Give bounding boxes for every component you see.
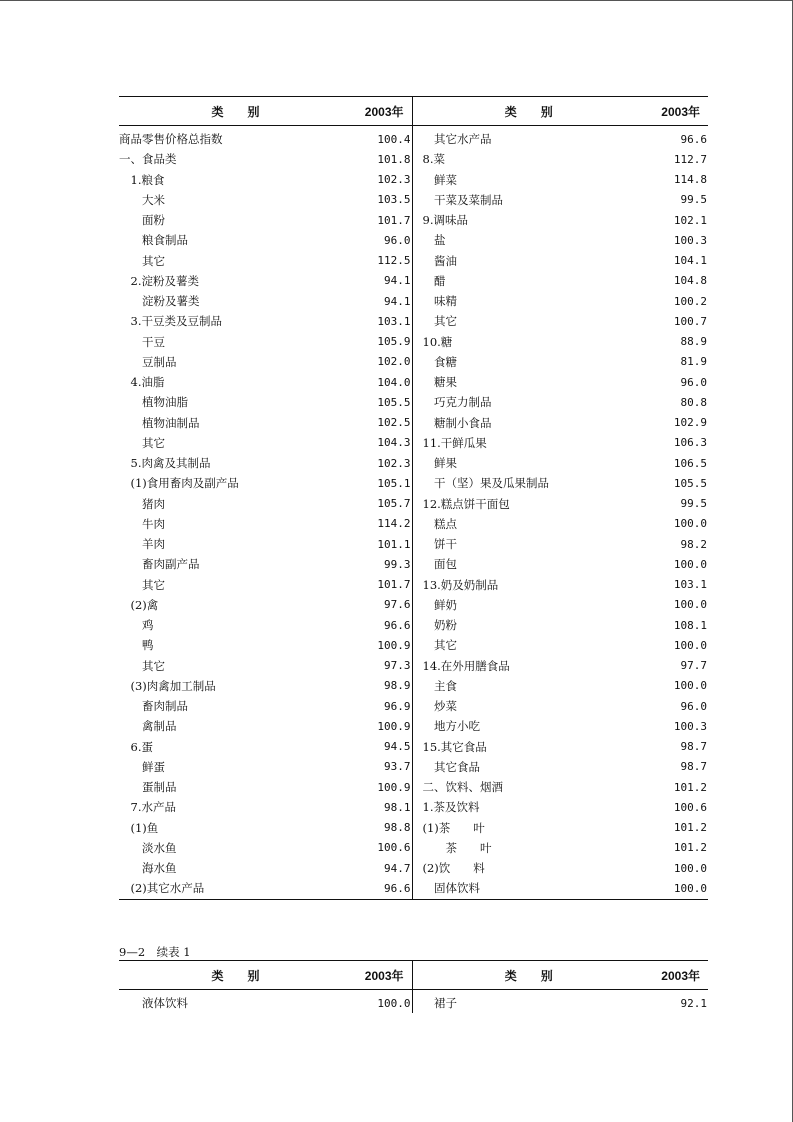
category-right: 盐 [422, 233, 446, 248]
value-right: 96.6 [680, 132, 707, 146]
value-left: 100.0 [352, 990, 412, 1014]
value-right: 114.8 [673, 173, 707, 187]
category-left: 7.水产品 [119, 800, 176, 815]
category-left: 一、食品类 [119, 152, 177, 167]
value-right: 100.3 [673, 233, 707, 247]
category-right: 食糖 [422, 354, 457, 369]
category-left: 粮食制品 [119, 233, 188, 248]
value-left: 101.7 [352, 210, 412, 230]
table-row [119, 190, 708, 210]
category-right: 鲜果 [422, 456, 457, 471]
table-row [119, 797, 708, 817]
value-left: 99.3 [352, 554, 412, 574]
value-left: 102.3 [352, 453, 412, 473]
table-body [119, 990, 708, 1014]
category-left: 干豆 [119, 334, 165, 349]
category-left: 牛肉 [119, 516, 165, 531]
table-row [119, 575, 708, 595]
table-row [119, 352, 708, 372]
category-right: 其它食品 [422, 759, 480, 774]
category-left: 鸭 [119, 638, 154, 653]
category-right: 二、饮料、烟酒 [422, 780, 503, 795]
price-index-table [119, 96, 708, 900]
category-left: 商品零售价格总指数 [119, 132, 223, 147]
value-left: 97.6 [352, 595, 412, 615]
category-right: 糕点 [422, 516, 457, 531]
category-right: 茶 叶 [422, 840, 492, 855]
value-right: 98.7 [680, 760, 707, 774]
table-row [119, 210, 708, 230]
category-left: 海水鱼 [119, 861, 177, 876]
value-left: 94.1 [352, 291, 412, 311]
value-right: 101.2 [673, 821, 707, 835]
value-right: 100.7 [673, 314, 707, 328]
value-left: 98.9 [352, 676, 412, 696]
category-right: 鲜菜 [422, 172, 457, 187]
value-right: 102.9 [673, 416, 707, 430]
category-right: 糖果 [422, 375, 457, 390]
value-right: 100.0 [645, 878, 708, 899]
value-right: 97.7 [680, 659, 707, 673]
category-right: 巧克力制品 [422, 395, 492, 410]
value-right: 106.3 [673, 436, 707, 450]
table-row [119, 534, 708, 554]
table-row [119, 170, 708, 190]
table-row [119, 392, 708, 412]
category-left: (1)食用畜肉及副产品 [119, 476, 239, 491]
value-left: 96.0 [352, 230, 412, 250]
table-row [119, 494, 708, 514]
value-right: 98.7 [680, 740, 707, 754]
value-left: 105.7 [352, 494, 412, 514]
table-row [119, 413, 708, 433]
category-right: 其它 [422, 314, 457, 329]
value-left: 94.5 [352, 737, 412, 757]
value-right: 104.8 [673, 274, 707, 288]
table-row [119, 433, 708, 453]
value-right: 104.1 [673, 254, 707, 268]
table-row [119, 858, 708, 878]
category-right: 鲜奶 [422, 597, 457, 612]
value-left: 97.3 [352, 656, 412, 676]
value-left: 101.7 [352, 575, 412, 595]
category-right: 11.干鲜瓜果 [422, 435, 487, 450]
value-left: 102.0 [352, 352, 412, 372]
value-right: 103.1 [673, 578, 707, 592]
value-left: 94.7 [352, 858, 412, 878]
value-right: 100.0 [673, 598, 707, 612]
value-left: 98.1 [352, 797, 412, 817]
value-left: 105.9 [352, 332, 412, 352]
table-row [119, 878, 708, 899]
category-right: 9.调味品 [422, 213, 468, 228]
category-right: 炒菜 [422, 699, 457, 714]
value-left: 94.1 [352, 271, 412, 291]
category-right: 8.菜 [422, 152, 445, 167]
table-row [119, 149, 708, 169]
category-right: 饼干 [422, 537, 457, 552]
value-left: 104.0 [352, 372, 412, 392]
value-right: 102.1 [673, 213, 707, 227]
continued-table [119, 960, 708, 1013]
value-left: 103.5 [352, 190, 412, 210]
category-right: 奶粉 [422, 618, 457, 633]
category-right: 10.糖 [422, 334, 453, 349]
category-left: 其它 [119, 658, 165, 673]
table-row [119, 230, 708, 250]
category-left: (2)禽 [119, 597, 159, 612]
value-right: 108.1 [673, 618, 707, 632]
value-right: 81.9 [680, 355, 707, 369]
table-row [119, 332, 708, 352]
category-left: 其它 [119, 577, 165, 592]
value-right: 100.6 [673, 800, 707, 814]
category-right: 其它 [422, 638, 457, 653]
table-row [119, 777, 708, 797]
category-left: 羊肉 [119, 537, 165, 552]
category-right: 地方小吃 [422, 719, 480, 734]
table-row [119, 126, 708, 150]
value-right: 100.0 [673, 557, 707, 571]
category-left: 植物油脂 [119, 395, 188, 410]
value-left: 112.5 [352, 251, 412, 271]
value-left: 96.9 [352, 696, 412, 716]
value-left: 105.5 [352, 392, 412, 412]
table-row [119, 838, 708, 858]
category-left: (3)肉禽加工制品 [119, 678, 216, 693]
category-right: 其它水产品 [422, 132, 492, 147]
category-left: 2.淀粉及薯类 [119, 273, 199, 288]
value-left: 105.1 [352, 473, 412, 493]
category-right: (1)茶 叶 [422, 820, 485, 835]
header-year-left: 2003年 [352, 961, 412, 990]
value-right: 100.0 [673, 679, 707, 693]
value-right: 100.0 [673, 517, 707, 531]
value-right: 96.0 [680, 375, 707, 389]
category-left: 6.蛋 [119, 739, 153, 754]
header-year-right: 2003年 [645, 961, 708, 990]
value-left: 104.3 [352, 433, 412, 453]
category-left: 淀粉及薯类 [119, 294, 200, 309]
category-left: 淡水鱼 [119, 840, 177, 855]
table-row [119, 676, 708, 696]
value-right: 106.5 [673, 456, 707, 470]
table-row [119, 514, 708, 534]
table-row [119, 291, 708, 311]
header-year-left: 2003年 [352, 97, 412, 126]
category-left: (1)鱼 [119, 820, 159, 835]
category-left: 畜肉制品 [119, 699, 188, 714]
value-left: 100.4 [352, 126, 412, 150]
table-row [119, 757, 708, 777]
category-right: 13.奶及奶制品 [422, 577, 499, 592]
value-left: 103.1 [352, 311, 412, 331]
value-right: 101.2 [673, 780, 707, 794]
category-right: 12.糕点饼干面包 [422, 496, 510, 511]
category-left: 4.油脂 [119, 375, 165, 390]
value-left: 96.6 [352, 615, 412, 635]
value-right: 98.2 [680, 537, 707, 551]
value-right: 100.2 [673, 294, 707, 308]
table-row [119, 696, 708, 716]
category-right: 糖制小食品 [422, 415, 492, 430]
table-caption: 9—2 续表 1 [119, 945, 191, 959]
value-right: 105.5 [673, 476, 707, 490]
value-left: 93.7 [352, 757, 412, 777]
value-left: 101.8 [352, 149, 412, 169]
category-left: 其它 [119, 435, 165, 450]
category-left: 豆制品 [119, 354, 177, 369]
value-right: 100.3 [673, 719, 707, 733]
category-left: 鸡 [119, 618, 154, 633]
category-left: 面粉 [119, 213, 165, 228]
table-body [119, 126, 708, 900]
value-right: 96.0 [680, 699, 707, 713]
header-category-left: 类 别 [119, 961, 352, 990]
value-right: 100.0 [673, 638, 707, 652]
header-year-right: 2003年 [645, 97, 708, 126]
category-right: 干菜及菜制品 [422, 192, 503, 207]
table-row [119, 656, 708, 676]
header-category-right: 类 别 [412, 97, 645, 126]
table-row [119, 473, 708, 493]
value-right: 112.7 [673, 152, 707, 166]
category-left: 3.干豆类及豆制品 [119, 314, 222, 329]
value-left: 101.1 [352, 534, 412, 554]
category-right: 14.在外用膳食品 [422, 658, 510, 673]
category-left: 其它 [119, 253, 165, 268]
table-row [119, 818, 708, 838]
table-row [119, 990, 708, 1014]
value-right: 101.2 [673, 841, 707, 855]
category-left: 液体饮料 [119, 996, 188, 1011]
category-left: 猪肉 [119, 496, 165, 511]
value-left: 100.9 [352, 777, 412, 797]
value-left: 100.6 [352, 838, 412, 858]
category-left: 大米 [119, 192, 165, 207]
category-left: 鲜蛋 [119, 759, 165, 774]
value-left: 100.9 [352, 635, 412, 655]
category-right: 醋 [422, 273, 446, 288]
table-row [119, 372, 708, 392]
value-right: 99.5 [680, 497, 707, 511]
header-category-left: 类 别 [119, 97, 352, 126]
category-right: (2)饮 料 [422, 861, 485, 876]
category-right: 裙子 [422, 996, 457, 1011]
table-header-row [119, 961, 708, 990]
table-row [119, 716, 708, 736]
category-right: 酱油 [422, 253, 457, 268]
category-right: 主食 [422, 678, 457, 693]
value-right: 80.8 [680, 395, 707, 409]
category-left: 蛋制品 [119, 780, 177, 795]
category-left: 1.粮食 [119, 172, 165, 187]
category-left: 畜肉副产品 [119, 557, 200, 572]
category-right: 1.茶及饮料 [422, 800, 480, 815]
header-category-right: 类 别 [412, 961, 645, 990]
category-left: 5.肉禽及其制品 [119, 456, 211, 471]
table-row [119, 635, 708, 655]
table-header-row [119, 97, 708, 126]
table-row [119, 737, 708, 757]
table-row [119, 554, 708, 574]
value-left: 100.9 [352, 716, 412, 736]
value-right: 99.5 [680, 193, 707, 207]
category-right: 干（坚）果及瓜果制品 [422, 476, 549, 491]
category-right: 面包 [422, 557, 457, 572]
category-right: 味精 [422, 294, 457, 309]
table-row [119, 251, 708, 271]
table-row [119, 453, 708, 473]
table-row [119, 595, 708, 615]
category-left: (2)其它水产品 [119, 878, 352, 899]
table-row [119, 615, 708, 635]
table-row [119, 271, 708, 291]
table-row [119, 311, 708, 331]
value-right: 92.1 [680, 996, 707, 1010]
value-left: 114.2 [352, 514, 412, 534]
value-right: 88.9 [680, 335, 707, 349]
category-right: 固体饮料 [412, 878, 645, 899]
value-left: 96.6 [352, 878, 412, 899]
category-right: 15.其它食品 [422, 739, 487, 754]
category-left: 植物油制品 [119, 415, 200, 430]
value-left: 102.5 [352, 413, 412, 433]
value-left: 102.3 [352, 170, 412, 190]
value-right: 100.0 [673, 861, 707, 875]
value-left: 98.8 [352, 818, 412, 838]
category-left: 禽制品 [119, 719, 177, 734]
